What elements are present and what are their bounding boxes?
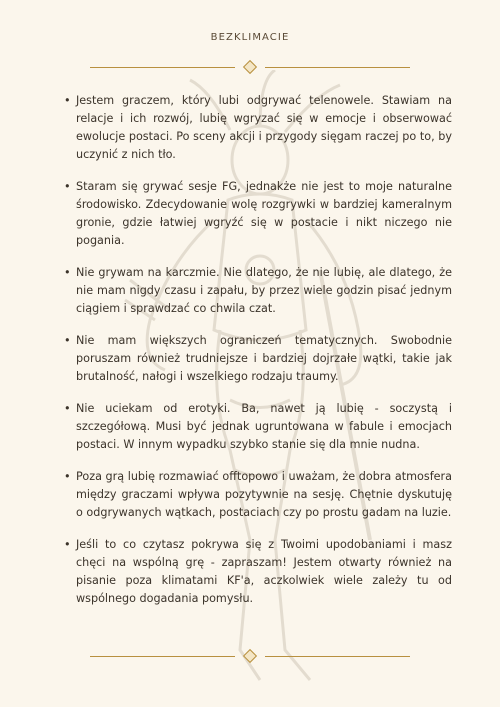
list-item: • Nie mam większych ograniczeń tematycznych. Swobodnie poruszam również trudniejsze i bardziej dojrzałe wątki, takie jak brutalność, nałogi i wszelkiego rodzaju traumy. [66, 332, 452, 386]
list-item: • Staram się grywać sesje FG, jednakże nie jest to moje naturalne środowisko. Zdecydowanie wolę rozgrywki w bardziej kameralnym gronie, gdzie łatwiej wgryźć się w postacie i nikt niczego nie pogania. [66, 178, 452, 250]
divider-line-right [265, 656, 410, 657]
divider-line-left [90, 67, 235, 68]
diamond-ornament-icon [243, 60, 257, 74]
list-item: • Nie grywam na karczmie. Nie dlatego, że nie lubię, ale dlatego, że nie mam nigdy czasu i zapału, by przez wiele godzin pisać jednym ciągiem i sprawdzać co chwila czat. [66, 264, 452, 318]
divider-line-left [90, 656, 235, 657]
list-item: • Jestem graczem, który lubi odgrywać telenowele. Stawiam na relacje i ich rozwój, lubię wgryzać się w emocje i obserwować ewolucje postaci. Po sceny akcji i przygody sięgam raczej po to, by uczynić z nich tło. [66, 92, 452, 164]
divider-line-right [265, 67, 410, 68]
list-item: • Jeśli to co czytasz pokrywa się z Twoimi upodobaniami i masz chęci na wspólną grę - zapraszam! Jestem otwarty również na pisanie poza klimatami KF'a, aczkolwiek wiele zależy tu od wspólnego dogadania pomysłu. [66, 536, 452, 608]
preferences-list [66, 92, 452, 622]
list-item: • Nie uciekam od erotyki. Ba, nawet ją lubię - soczystą i szczegółową. Musi być jednak ugruntowana w fabule i emocjach postaci. W innym wypadku szybko stanie się dla mnie nudna. [66, 400, 452, 454]
list-item: • Poza grą lubię rozmawiać offtopowo i uważam, że dobra atmosfera między graczami wpływa pozytywnie na sesję. Chętnie dyskutuję o odgrywanych wątkach, postaciach czy po prostu gadam na luzie. [66, 468, 452, 522]
diamond-ornament-icon [243, 649, 257, 663]
top-divider [90, 61, 410, 73]
bottom-divider [90, 650, 410, 662]
page-title: BEZKLIMACIE [210, 32, 290, 43]
